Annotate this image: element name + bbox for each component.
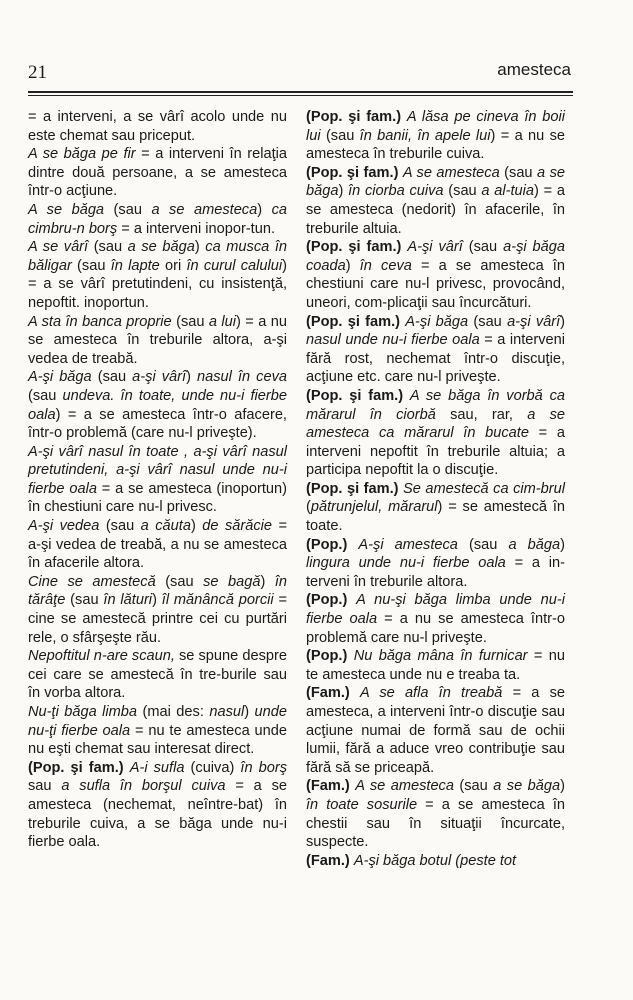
expression-text: Cine se amestecă bbox=[28, 573, 156, 590]
definition-text: ) bbox=[260, 573, 275, 590]
dictionary-entry bbox=[28, 573, 287, 647]
definition-text: = a se amesteca în chestiuni care nu-l privesc, provocând, uneori, com-plicaţii sau încurcături. bbox=[306, 257, 565, 311]
definition-text: ) bbox=[244, 704, 255, 720]
expression-text: pătrunjelul, mărarul bbox=[310, 499, 438, 516]
expression-text: în borş bbox=[240, 759, 288, 776]
definition-text: = a interveni nepoftit în treburile altuia; a participa nepoftit la o discuţie. bbox=[306, 425, 565, 479]
dictionary-entry bbox=[306, 684, 565, 777]
definition-text: = nu te amesteca unde nu eşti chemat sau interesat direct. bbox=[28, 722, 287, 758]
expression-text: îl mănâncă porcii bbox=[161, 592, 274, 609]
expression-text: nasul unde nu-i fierbe oala bbox=[306, 332, 480, 349]
definition-text: (sau bbox=[443, 183, 482, 200]
expression-text: Se amestecă ca cim-brul bbox=[403, 480, 565, 497]
expression-text: A lăsa pe cineva în boii lui bbox=[306, 109, 566, 144]
expression-text: A se afla în treabă bbox=[359, 685, 503, 702]
dictionary-entry bbox=[306, 164, 565, 238]
definition-text bbox=[350, 685, 360, 701]
definition-text: (sau bbox=[468, 313, 508, 330]
expression-text: a se amesteca bbox=[151, 201, 258, 218]
definition-text: = a se amesteca în chestii sau în situaţii încurcate, suspecte. bbox=[306, 796, 565, 851]
expression-text: în ceva bbox=[359, 257, 412, 274]
usage-label: (Pop. şi fam.) bbox=[306, 164, 399, 181]
expression-text: a se amesteca ca mărarul în bucate bbox=[306, 406, 565, 442]
expression-text: A-şi amesteca bbox=[358, 536, 458, 553]
definition-text: = a interveni fără rost, nechemat într-o discuţie, acţiune etc. care nu-l priveşte. bbox=[306, 332, 565, 386]
expression-text: A-şi băga bbox=[28, 369, 92, 386]
dictionary-entry bbox=[28, 368, 287, 442]
definition-text: ) bbox=[186, 369, 197, 386]
dictionary-entry bbox=[306, 108, 565, 164]
definition-text: ) bbox=[257, 201, 272, 218]
definition-text: (sau bbox=[320, 127, 360, 144]
definition-text: = cine se amestecă printre cei cu purtări rele, o sfârşeşte rău. bbox=[28, 592, 288, 646]
definition-text: (sau bbox=[453, 778, 494, 795]
definition-text: = a se amesteca (nechemat, neîntre-bat) în treburile cuiva, a se băga unde nu-i fierbe oala. bbox=[28, 778, 287, 851]
definition-text: = a-şi vedea de treabă, a nu se amesteca în afacerile altora. bbox=[28, 518, 288, 572]
expression-text: A sta în banca proprie bbox=[28, 313, 172, 330]
usage-label: (Pop. şi fam.) bbox=[306, 387, 404, 404]
expression-text: Nepoftitul n-are scaun, bbox=[28, 648, 175, 665]
definition-text: ) bbox=[560, 313, 566, 330]
expression-text: nasul în ceva bbox=[197, 369, 287, 386]
expression-text: în banii, în apele lui bbox=[359, 127, 491, 144]
expression-text: lingura unde nu-i fierbe oala bbox=[306, 555, 506, 572]
expression-text: în tărâţe bbox=[28, 573, 288, 609]
dictionary-entry bbox=[28, 517, 287, 573]
definition-text: (sau bbox=[71, 257, 111, 274]
definition-text: = a in-terveni în treburile altora. bbox=[306, 555, 565, 590]
expression-text: ca cimbru-n borş bbox=[28, 201, 287, 237]
usage-label: (Pop. şi fam.) bbox=[306, 239, 402, 256]
expression-text: A-şi vârî bbox=[407, 239, 463, 256]
expression-text: a se băga bbox=[306, 164, 566, 200]
definition-text: ) bbox=[152, 592, 162, 609]
definition-text: (sau bbox=[65, 592, 104, 609]
definition-text: (sau bbox=[499, 164, 538, 181]
definition-text: (cuiva) bbox=[184, 759, 241, 776]
definition-text: ) bbox=[338, 183, 349, 200]
definition-text: (sau bbox=[462, 239, 504, 256]
definition-text: = a se amesteca, a interveni într-o discuţie sau acţiune numai de formă sau de ochii lumii, fără a aduce vreo contribuţie sau fără să se priceapă. bbox=[306, 685, 565, 776]
usage-label: (Pop. şi fam.) bbox=[28, 759, 124, 776]
definition-text: (mai des: bbox=[137, 704, 210, 720]
left-column bbox=[28, 108, 287, 852]
expression-text: undeva. în toate, unde nu-i fierbe oala bbox=[28, 387, 287, 423]
dictionary-entry bbox=[28, 108, 287, 145]
usage-label: (Pop.) bbox=[306, 648, 348, 665]
expression-text: a lui bbox=[208, 313, 237, 330]
definition-text: = a interveni inopor-tun. bbox=[117, 220, 276, 237]
expression-text: a-şi vârî bbox=[132, 369, 187, 386]
definition-text: (sau bbox=[171, 313, 209, 330]
definition-text: = a interveni, a se vârî acolo unde nu este chemat sau priceput. bbox=[28, 109, 287, 144]
definition-text: ori bbox=[159, 257, 187, 274]
usage-label: (Pop. şi fam.) bbox=[306, 313, 401, 330]
expression-text: A se băga bbox=[28, 201, 105, 218]
expression-text: în toate sosurile bbox=[306, 796, 418, 813]
dictionary-entry bbox=[306, 387, 565, 480]
definition-text: ) = se amestecă în toate. bbox=[306, 499, 565, 535]
expression-text: a-şi vârî bbox=[507, 313, 561, 330]
definition-text: (sau bbox=[91, 369, 133, 386]
expression-text: a al-tuia bbox=[481, 183, 535, 200]
running-headword: amesteca bbox=[497, 60, 571, 79]
dictionary-entry bbox=[28, 703, 287, 759]
expression-text: A-şi vedea bbox=[28, 518, 100, 535]
definition-text: ) = a se amesteca (nedorit) în afacerile, în treburile altuia. bbox=[306, 183, 566, 237]
definition-text: ) bbox=[190, 518, 203, 535]
definition-text: (sau bbox=[99, 518, 141, 535]
dictionary-entry bbox=[306, 313, 565, 387]
dictionary-entry bbox=[306, 647, 565, 684]
expression-text: A se amesteca bbox=[355, 778, 454, 795]
dictionary-entry bbox=[306, 536, 565, 592]
definition-text: ) = a se amesteca într-o afacere, într-o problemă (care nu-l priveşte). bbox=[28, 406, 287, 442]
usage-label: (Pop. şi fam.) bbox=[306, 480, 399, 497]
definition-text: ) bbox=[560, 536, 565, 553]
definition-text: = a nu se amesteca într-o problemă care nu-l priveşte. bbox=[306, 611, 565, 646]
definition-text: (sau bbox=[104, 201, 152, 218]
dictionary-entry bbox=[306, 777, 565, 851]
expression-text: Nu băga mâna în furnicar bbox=[353, 648, 528, 665]
usage-label: (Fam.) bbox=[306, 852, 350, 869]
expression-text: A se vârî bbox=[28, 239, 89, 256]
dictionary-entry bbox=[306, 238, 565, 312]
usage-label: (Pop.) bbox=[306, 592, 348, 609]
expression-text: A se amesteca bbox=[402, 164, 500, 181]
definition-text: se spune despre cei care se amestecă în tre-burile sau în vorba altora. bbox=[28, 648, 287, 702]
expression-text: a sufla în borşul cuiva bbox=[61, 778, 226, 795]
right-column bbox=[306, 108, 565, 870]
definition-text bbox=[347, 592, 356, 608]
usage-label: (Pop. şi fam.) bbox=[306, 109, 402, 125]
definition-text: ) = a se vârî pretutindeni, cu insistenţă, nepoftit. inoportun. bbox=[28, 257, 287, 311]
dictionary-entry bbox=[306, 480, 565, 536]
dictionary-entry bbox=[306, 852, 565, 871]
definition-text: (sau bbox=[28, 387, 63, 404]
expression-text: a se băga bbox=[127, 239, 195, 256]
expression-text: se bagă bbox=[203, 573, 261, 590]
expression-text: ca musca în băligar bbox=[28, 239, 288, 274]
dictionary-entry bbox=[28, 201, 287, 238]
expression-text: de sărăcie bbox=[202, 518, 273, 535]
definition-text: sau, rar, bbox=[435, 406, 528, 423]
expression-text: a căuta bbox=[140, 518, 191, 535]
dictionary-entry bbox=[28, 443, 287, 517]
dictionary-entry bbox=[28, 313, 287, 369]
expression-text: A nu-şi băga limba unde nu-i fierbe oala bbox=[306, 592, 565, 628]
definition-text bbox=[403, 388, 410, 404]
expression-text: A-şi vârî nasul în toate , a-şi vârî nasul pretutindeni, a-şi vârî nasul unde nu-i fierbe oala bbox=[28, 443, 287, 497]
definition-text: ) bbox=[345, 257, 360, 274]
page-number: 21 bbox=[28, 62, 47, 83]
definition-text: = a se amesteca (inoportun) în chestiuni care nu-l privesc. bbox=[28, 480, 288, 516]
definition-text: (sau bbox=[88, 239, 128, 256]
expression-text: a băga bbox=[508, 536, 561, 553]
expression-text: Nu-ţi băga limba bbox=[28, 704, 138, 720]
expression-text: în curul calului bbox=[186, 257, 283, 274]
definition-text: (sau bbox=[155, 573, 204, 590]
definition-text: ) bbox=[194, 239, 206, 256]
definition-text: = a interveni în relaţia dintre două persoane, a se amesteca într-o acţiune. bbox=[28, 146, 287, 200]
dictionary-entry bbox=[28, 759, 287, 852]
definition-text: sau bbox=[28, 778, 62, 795]
expression-text: în ciorba cuiva bbox=[348, 183, 444, 200]
expression-text: în lături bbox=[103, 592, 153, 609]
usage-label: (Fam.) bbox=[306, 685, 350, 702]
definition-text: ( bbox=[306, 499, 311, 516]
expression-text: nasul bbox=[209, 704, 245, 720]
expression-text: A se băga în vorbă ca mărarul în ciorbă bbox=[306, 387, 565, 423]
definition-text bbox=[347, 537, 358, 553]
dictionary-entry bbox=[28, 238, 287, 312]
dictionary-entry bbox=[28, 647, 287, 703]
definition-text: = nu te amesteca unde nu e treaba ta. bbox=[306, 648, 565, 683]
header-rule bbox=[28, 91, 573, 96]
usage-label: (Pop.) bbox=[306, 536, 348, 553]
definition-text: ) bbox=[560, 778, 565, 795]
dictionary-entry bbox=[28, 145, 287, 201]
expression-text: A se băga pe fir bbox=[28, 146, 136, 163]
expression-text: A-şi băga botul (peste tot bbox=[353, 852, 517, 869]
definition-text: ) = a nu se amesteca în treburile altora, a-şi vedea de treabă. bbox=[28, 313, 287, 367]
expression-text: unde nu-ţi fierbe oala bbox=[28, 704, 288, 739]
definition-text: ) = a nu se amesteca în treburile cuiva. bbox=[306, 127, 565, 163]
expression-text: a-şi băga coada bbox=[306, 239, 566, 274]
expression-text: A-i sufla bbox=[129, 759, 185, 776]
expression-text: în lapte bbox=[110, 257, 160, 274]
dictionary-entry bbox=[306, 591, 565, 647]
usage-label: (Fam.) bbox=[306, 778, 350, 795]
expression-text: a se băga bbox=[493, 778, 561, 795]
definition-text: (sau bbox=[457, 536, 509, 553]
expression-text: A-şi băga bbox=[405, 313, 469, 330]
